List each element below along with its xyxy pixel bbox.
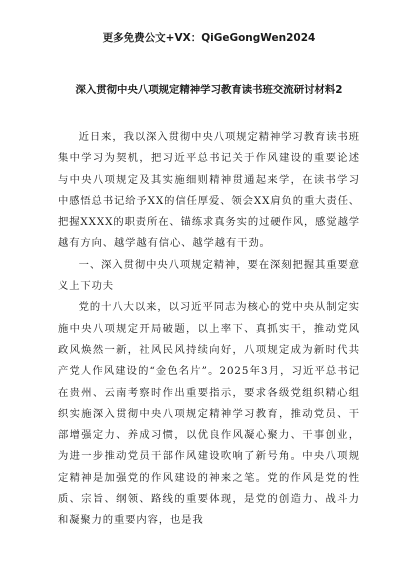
- body-paragraph: 党的十八大以来，以习近平同志为核心的党中央从制定实施中央八项规定开局破题，以上率下、真抓实干，推动党风政风焕然一新，社风民风持续向好，八项规定成为新时代共产党人作风建设的“金色名片”。2025年3月，习近平总书记在贵州、云南考察时作出重要指示，要求各级党组织精心组织实施深入贯彻中央八项规定精神学习教育，推动党员、干部增强定力、养成习惯，以优良作风凝心聚力、干事创业，为进一步推动党员干部作风建设吹响了新号角。中央八项规定精神是加强党的作风建设的神来之笔。党的作风是党的性质、宗旨、纲领、路线的重要体现，是党的创造力、战斗力和凝聚力的重要内容，也是我: [58, 301, 360, 527]
- page-header: 更多免费公文+VX：QiGeGongWen2024: [102, 32, 316, 44]
- document-body: [58, 127, 360, 532]
- section-heading: 一、深入贯彻中央八项规定精神，要在深刻把握其重要意义上下功夫: [58, 258, 360, 293]
- body-paragraph: 近日来，我以深入贯彻中央八项规定精神学习教育读书班集中学习为契机，把习近平总书记关于作风建设的重要论述与中央八项规定及其实施细则精神贯通起来学，在读书学习中感悟总书记给予XX的信任厚爱、领会XX肩负的重大责任、把握XXXX的职责所在、锚练求真务实的过硬作风，感觉越学越有方向、越学越有信心、越学越有干劲。: [58, 131, 360, 250]
- document-title: 深入贯彻中央八项规定精神学习教育读书班交流研讨材料2: [75, 84, 343, 96]
